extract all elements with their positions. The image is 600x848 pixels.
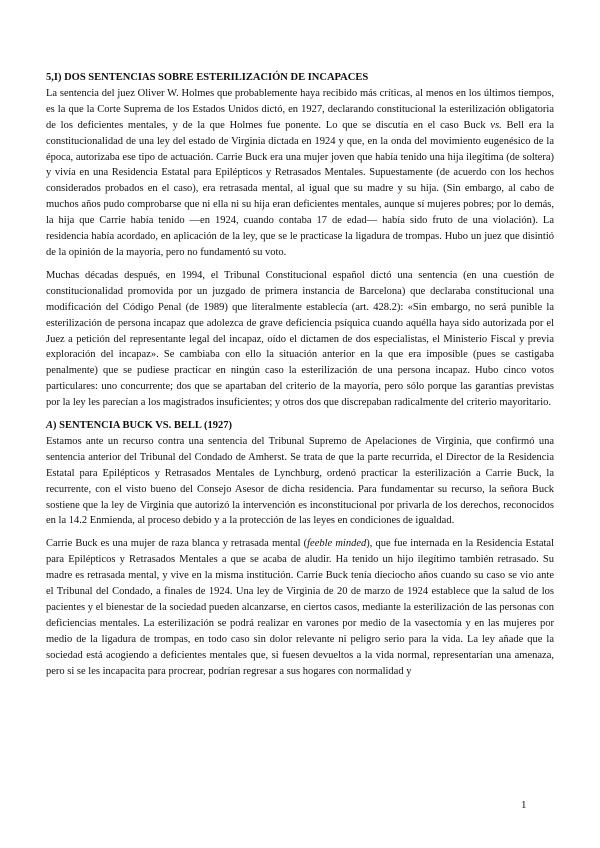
paragraph-holmes: [46, 86, 554, 261]
paragraph-carrie-text-b: ), que fue internada en la Residencia Estatal para Epilépticos y Retrasados Mentales a que se acaba de aludir. Ha tenido un hijo ilegítimo también retrasado. Su madre es retrasada mental, y vive en la misma institución. Carrie Buck tenía dieciocho años cuando su caso se vio ante el Tribunal del Condado, a finales de 1924. Una ley de Virginia de 20 de marzo de 1924 establece que la salud de los pacientes y el bienestar de la sociedad pueden alcanzarse, en ciertos casos, mediante la esterilización de las personas con deficiencias mentales. La esterilización se podrá realizar en varones por medio de la vasectomía y en las mujeres por medio de la ligadura de trompas, en todo caso sin dolor relevante ni peligro serio para la vida. La ley añade que la sociedad está acogiendo a deficientes mentales que, si fuesen devueltos a la vida normal, representarían una amenaza, pero si se les incapacita para procrear, podrían regresar a sus hogares con normalidad y: [46, 538, 554, 677]
section-heading-dos-sentencias: 5,I) DOS SENTENCIAS SOBRE ESTERILIZACIÓN DE INCAPACES: [46, 72, 369, 83]
section-heading-buck-vs-bell: [46, 418, 554, 434]
italic-vs: vs.: [490, 119, 502, 131]
paragraph-tribunal-constitucional: Muchas décadas después, en 1994, el Tribunal Constitucional español dictó una sentencia (en una cuestión de constitucionalidad promovida por un juzgado de primera instancia de Barcelona) que declaraba constitucional una modificación del Código Penal (de 1989) que literalmente establecía (art. 428.2): «Sin embargo, no será punible la esterilización de persona incapaz que adolezca de grave deficiencia psíquica cuando aquélla haya sido autorizada por el Juez a petición del representante legal del incapaz, oído el dictamen de dos especialistas, el Ministerio Fiscal y previa exploración del incapaz». Se cambiaba con ello la situación anterior en la que era imposible (pues se castigaba penalmente) que se pudiese practicar en ningún caso la esterilización de una persona incapaz. Hubo cinco votos particulares: uno concurrente; dos que se apartaban del criterio de la mayoría, pero sólo porque las garantías previstas por la ley les parecían a los magistrados insuficientes; y otros dos que discrepaban radicalmente del criterio mayoritario.: [46, 269, 554, 409]
paragraph-carrie-buck: [46, 536, 554, 679]
document-page: [46, 70, 554, 680]
heading-letter: A: [46, 420, 54, 432]
paragraph-holmes-text-a: La sentencia del juez Oliver W. Holmes que probablemente haya recibido más críticas, al menos en los últimos tiempos, es la que la Corte Suprema de los Estados Unidos dictó, en 1927, declarando constitucional la esterilización obligatoria de los deficientes mentales, y de la que Holmes fue ponente. Lo que se discutía en el caso Buck: [46, 87, 554, 131]
paragraph-holmes-text-b: Bell era la constitucionalidad de una ley del estado de Virginia dictada en 1924 y que, en la onda del movimiento eugenésico de la época, autorizaba ese tipo de actuación. Carrie Buck era una mujer joven que había tenido una hija ilegítima (de soltera) y vivía en una Residencia Estatal para Epilépticos y Retrasados Mentales. Supuestamente (de acuerdo con los hechos considerados probados en el caso), era retrasada mental, al igual que su madre y su hija. (Sin embargo, al cabo de muchos años pudo comprobarse que ni ella ni su hija eran deficientes mentales, aunque sí mujeres pobres; por lo demás, la hija que Carrie había tenido —en 1924, cuando contaba 17 de edad— había sido fruto de una violación). La residencia había acordado, en aplicación de la ley, que se le practicase la ligadura de trompas. Hubo un juez que disintió de la opinión de la mayoría, pero no fundamentó su voto.: [46, 119, 554, 258]
paragraph-recurso: Estamos ante un recurso contra una sentencia del Tribunal Supremo de Apelaciones de Virginia, que confirmó una sentencia anterior del Tribunal del Condado de Amherst. Se trata de que la parte recurrida, el Director de la Residencia Estatal para Epilépticos y Retrasados Mentales de Lynchburg, ordenó practicar la esterilización a Carrie Buck, la recurrente, con el visto bueno del Consejo Asesor de dicha residencia. Para fundamentar su recurso, la señora Buck sostiene que la ley de Virginia que autorizó la intervención es inconstitucional por privarla de los derechos, reconocidos en la 14.2 Enmienda, al proceso debido y a la protección de las leyes en condiciones de igualdad.: [46, 435, 554, 527]
heading-text: ) SENTENCIA BUCK VS. BELL (1927): [53, 420, 232, 432]
paragraph-carrie-text-a: Carrie Buck es una mujer de raza blanca y retrasada mental (: [46, 538, 308, 550]
page-number: 1: [521, 799, 527, 811]
italic-feeble-minded: feeble minded: [307, 538, 367, 550]
